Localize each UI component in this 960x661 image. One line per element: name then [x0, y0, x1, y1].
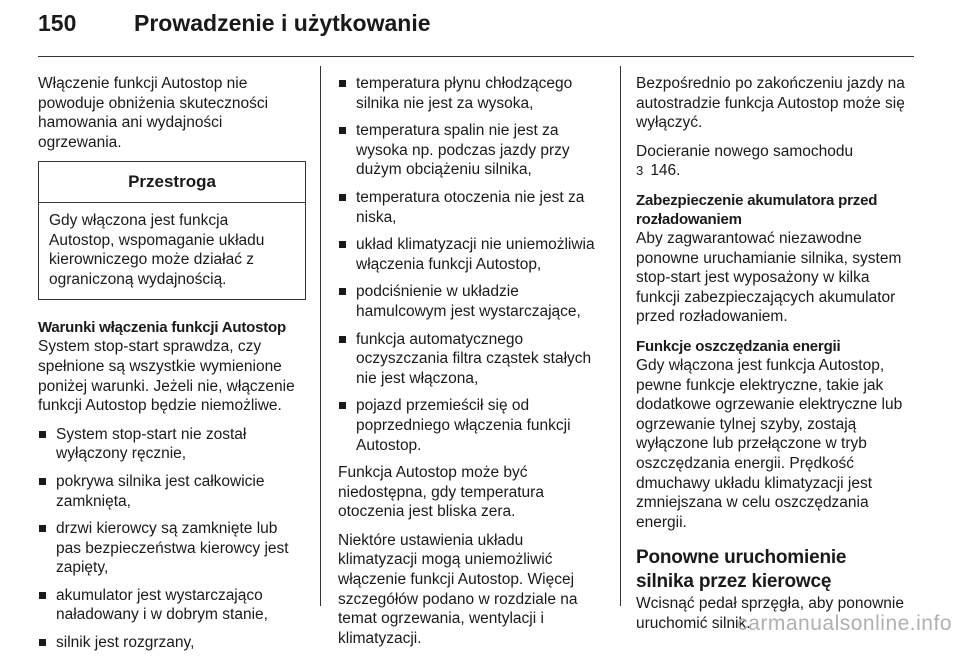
- list-item-text: temperatura spalin nie jest za wysoka np. podczas jazdy przy dużym obciążeniu silnika,: [356, 122, 570, 179]
- warning-box: [38, 161, 306, 300]
- list-item: [338, 330, 606, 389]
- column-3: [636, 74, 908, 642]
- bullet-icon: [39, 431, 46, 438]
- chapter-title: Prowadzenie i użytkowanie: [134, 10, 431, 36]
- page-reference-arrow-icon: 3: [636, 163, 644, 179]
- list-item: [338, 74, 606, 113]
- list-item: [38, 633, 306, 653]
- bullet-icon: [339, 336, 346, 343]
- list-item: [338, 282, 606, 321]
- conditions-paragraph: System stop-start sprawdza, czy spełnione są wszystkie wymienione poniżej warunki. Jeżeli nie, włączenie funkcji Autostop będzie niemożliwe.: [38, 338, 295, 415]
- paragraph: Funkcja Autostop może być niedostępna, gdy temperatura otoczenia jest bliska zera.: [338, 464, 544, 521]
- paragraph: Niektóre ustawienia układu klimatyzacji mogą uniemożliwić włączenie funkcji Autostop. Więcej szczegółów podano w rozdziale na temat ogrzewania, wentylacji i klimatyzacji.: [338, 531, 578, 647]
- header-rule: [38, 56, 914, 57]
- section-heading-autostop-conditions: Warunki włączenia funkcji Autostop: [38, 319, 286, 337]
- list-item-text: temperatura otoczenia nie jest za niska,: [356, 188, 585, 226]
- reference-text: Docieranie nowego samochodu: [636, 142, 854, 160]
- list-item: [338, 235, 606, 274]
- list-item: [38, 586, 306, 625]
- list-item: [338, 188, 606, 227]
- bullet-icon: [39, 478, 46, 485]
- bullet-icon: [339, 241, 346, 248]
- column-divider-2: [620, 66, 621, 606]
- list-item-text: System stop-start nie został wyłączony ręcznie,: [56, 425, 247, 463]
- list-item-text: pokrywa silnika jest całkowicie zamknięta,: [56, 472, 265, 510]
- intro-paragraph: Włączenie funkcji Autostop nie powoduje obniżenia skuteczności hamowania ani wydajności ogrzewania.: [38, 75, 269, 151]
- column-1: [38, 74, 306, 661]
- page-header: [38, 10, 918, 50]
- list-item: [38, 472, 306, 511]
- list-item-text: akumulator jest wystarczająco naładowany i w dobrym stanie,: [56, 586, 268, 624]
- bullet-icon: [39, 525, 46, 532]
- section-heading-restart: Ponowne uruchomienie silnika przez kierowcę: [636, 547, 847, 593]
- list-item-text: drzwi kierowcy są zamknięte lub pas bezpieczeństwa kierowcy jest zapięty,: [56, 520, 289, 577]
- list-item-text: podciśnienie w układzie hamulcowym jest wystarczające,: [356, 283, 581, 320]
- bullet-icon: [39, 592, 46, 599]
- paragraph: Bezpośrednio po zakończeniu jazdy na autostradzie funkcja Autostop może się wyłączyć.: [636, 75, 905, 132]
- paragraph: Wcisnąć pedał sprzęgła, aby ponownie uruchomić silnik.: [636, 595, 904, 632]
- warning-title: Przestroga: [39, 162, 305, 203]
- list-item-text: temperatura płynu chłodzącego silnika nie jest za wysoka,: [356, 75, 573, 112]
- list-item-text: funkcja automatycznego oczyszczania filtra cząstek stałych nie jest włączona,: [356, 330, 592, 387]
- conditions-list: [38, 425, 306, 653]
- page-number: 150: [38, 10, 77, 36]
- bullet-icon: [339, 194, 346, 201]
- list-item-text: silnik jest rozgrzany,: [56, 634, 195, 652]
- bullet-icon: [339, 127, 346, 134]
- paragraph: Aby zagwarantować niezawodne ponowne uruchamianie silnika, system stop-start jest wyposażony w kilka funkcji zabezpieczających akumulator przed rozładowaniem.: [636, 229, 902, 326]
- cross-reference-paragraph: [636, 142, 908, 181]
- section-heading-battery-protection: Zabezpieczenie akumulatora przed rozładowaniem: [636, 191, 878, 228]
- list-item: [338, 396, 606, 455]
- column-divider-1: [320, 66, 321, 606]
- watermark: carmanualsonline.info: [737, 612, 952, 635]
- page-reference-link[interactable]: 146.: [650, 162, 681, 180]
- list-item: [338, 121, 606, 180]
- bullet-icon: [39, 639, 46, 646]
- bullet-icon: [339, 402, 346, 409]
- paragraph: Gdy włączona jest funkcja Autostop, pewne funkcje elektryczne, takie jak dodatkowe ogrzewanie elektryczne lub ogrzewanie tylnej szyby, zostają wyłączone lub przełączone w tryb oszczędzania energii. Prędkość dmuchawy układu klimatyzacji jest zmniejszana w celu oszczędzania energii.: [636, 356, 903, 531]
- section-heading-energy-saving: Funkcje oszczędzania energii: [636, 337, 841, 355]
- conditions-list-continued: [338, 74, 606, 455]
- warning-body: Gdy włączona jest funkcja Autostop, wspomaganie układu kierowniczego może działać z ograniczoną wydajnością.: [49, 211, 265, 288]
- list-item-text: pojazd przemieścił się od poprzedniego włączenia funkcji Autostop.: [356, 397, 571, 454]
- bullet-icon: [339, 80, 346, 87]
- bullet-icon: [339, 288, 346, 295]
- list-item: [38, 519, 306, 578]
- list-item: [38, 425, 306, 464]
- column-2: [338, 74, 606, 657]
- list-item-text: układ klimatyzacji nie uniemożliwia włączenia funkcji Autostop,: [356, 236, 595, 273]
